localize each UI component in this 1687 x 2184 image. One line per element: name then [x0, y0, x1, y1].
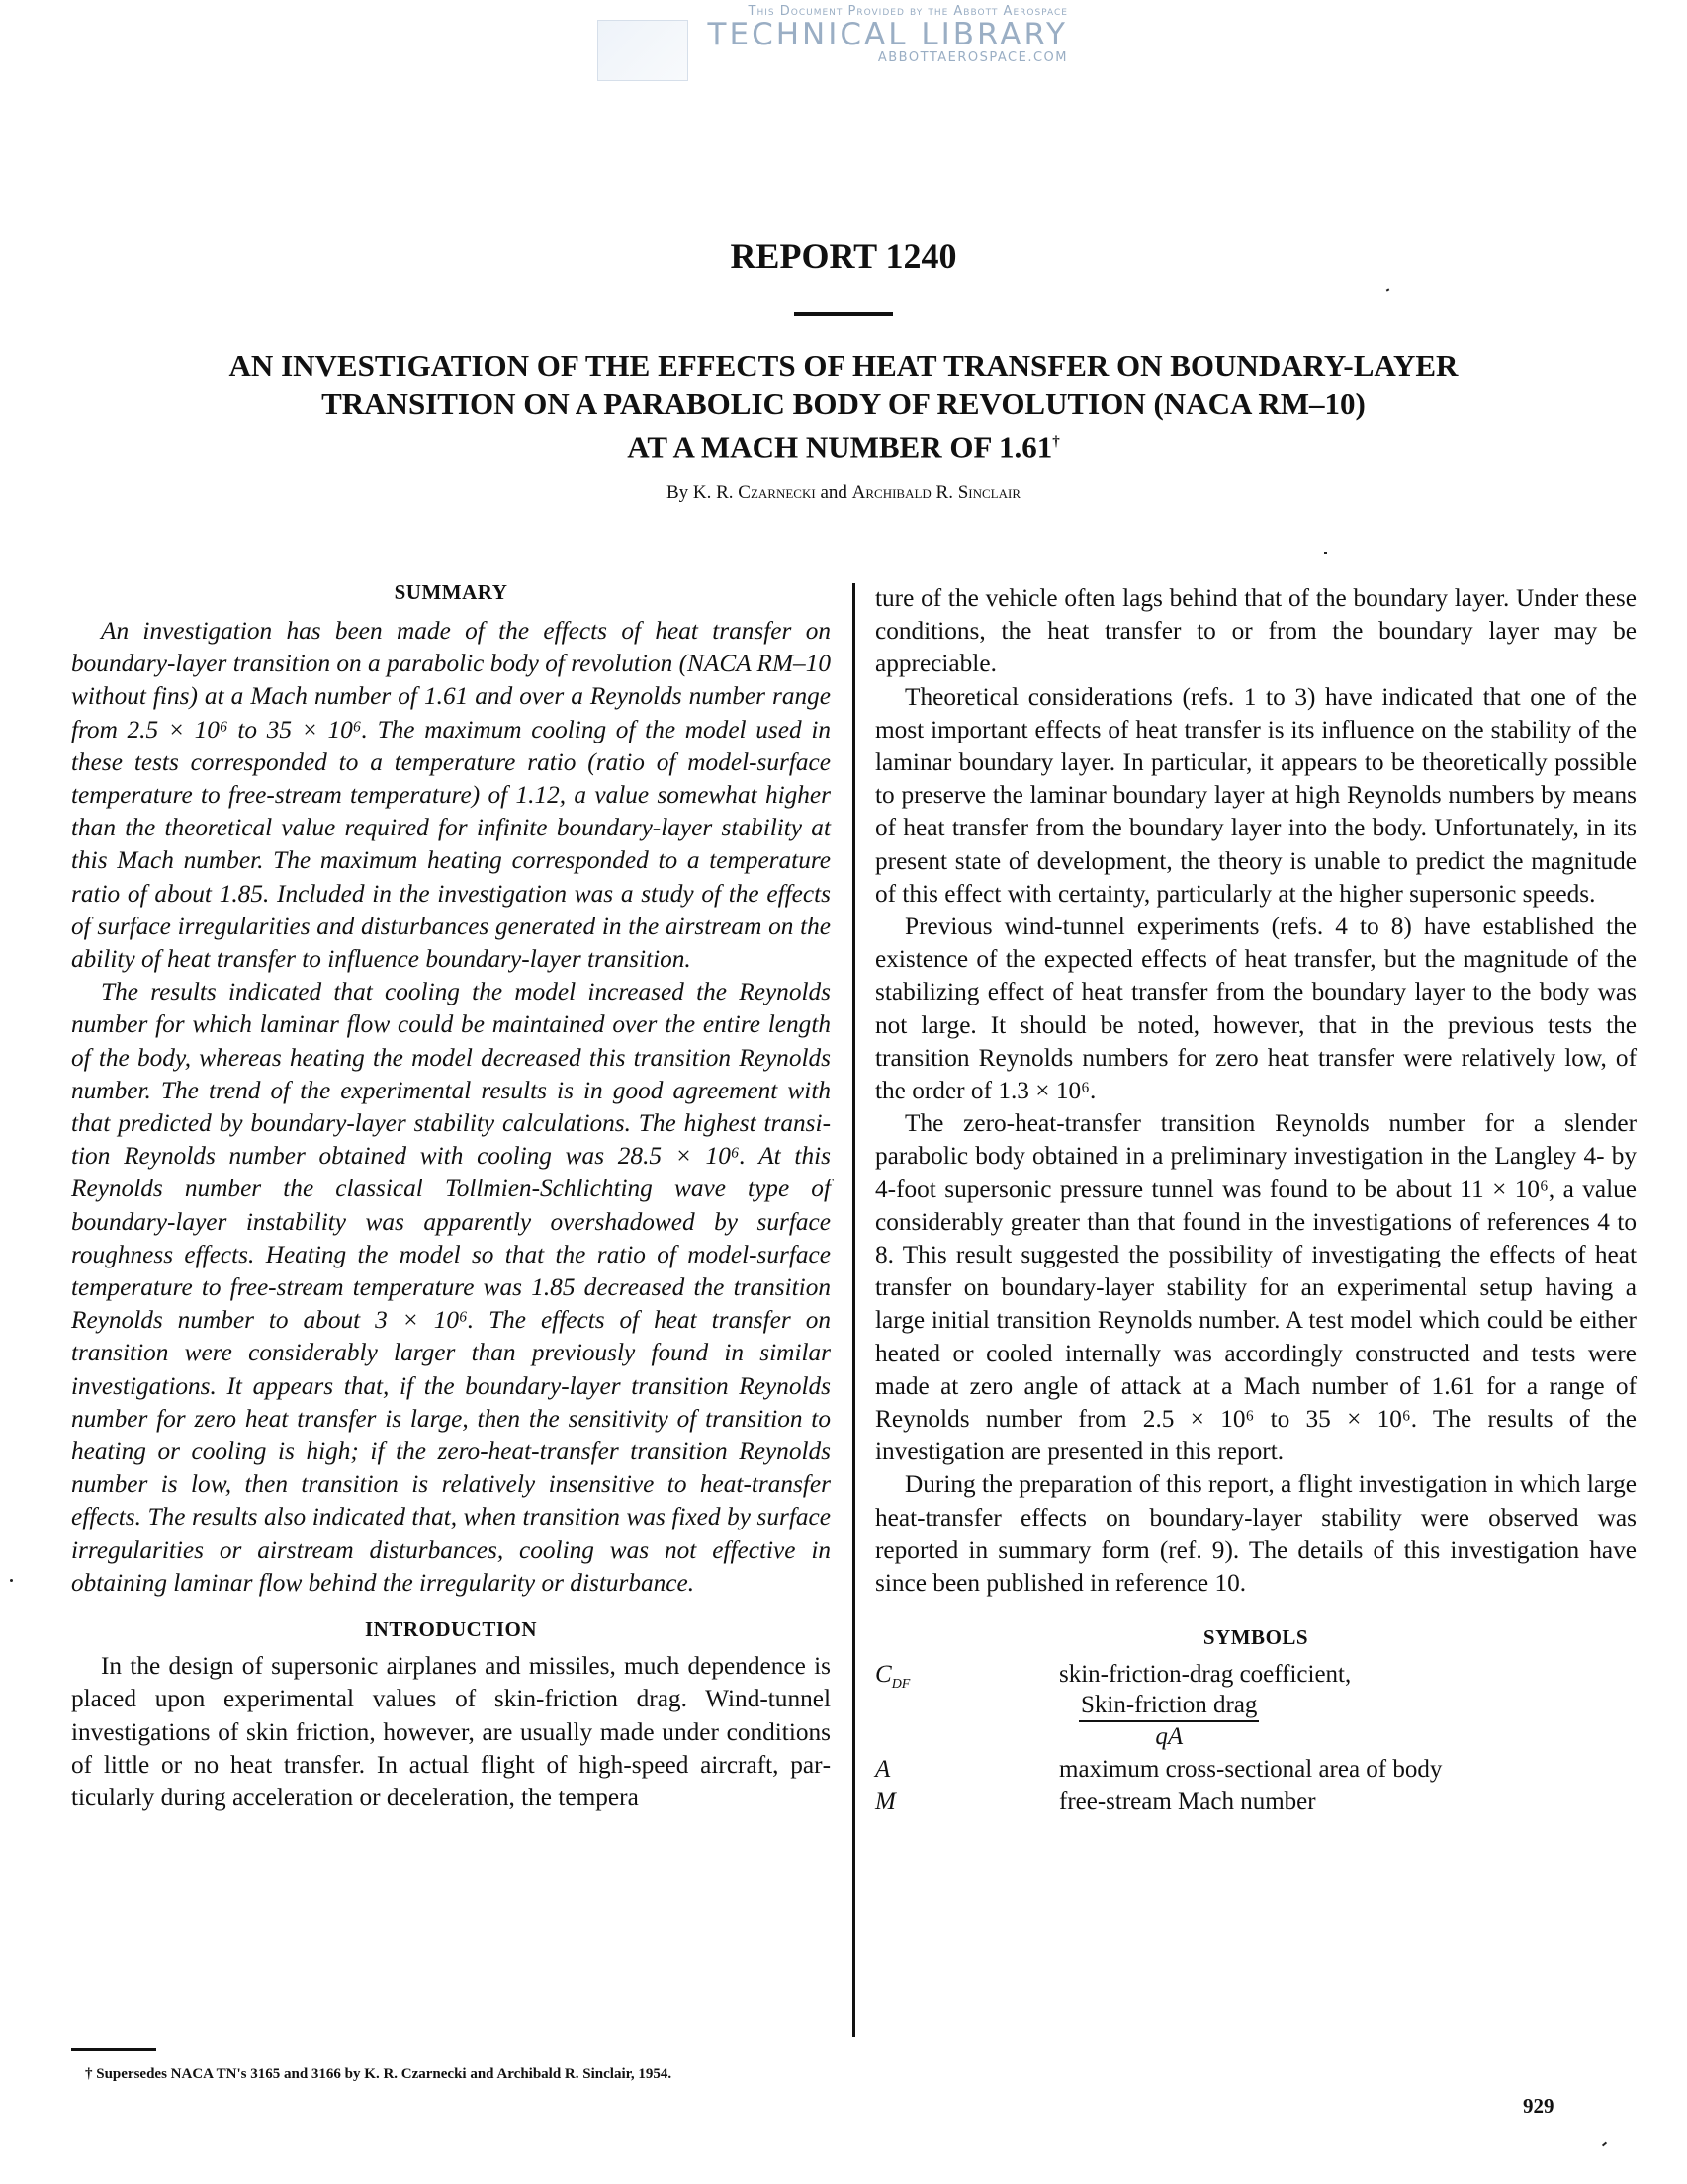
watermark-provider-line: This Document Provided by the Abbott Aerospace [748, 4, 1068, 19]
fraction-numerator: Skin-friction drag [1079, 1691, 1259, 1722]
symbol-key: A [875, 1756, 891, 1784]
introduction-paragraph-5: During the preparation of this report, a flight investigation in which large heat-transfer effects on boundary-layer stability were observed was reported in summary form (ref. 9). The details of this investigation have since been published in reference 10. [875, 1470, 1637, 1598]
introduction-paragraph-2: Theoretical considerations (refs. 1 to 3) have indicated that one of the most important effects of heat transfer is its influence on the stability of the laminar boundary layer. In particular, it appears to be theoretically possible to preserve the laminar boundary layer at high Reynolds numbers by means of heat transfer from the boundary layer into the body. Unfortunately, in its present state of development, the theory is unable to predict the magnitude of this effect with certainty, particularly at the higher supersonic speeds. [875, 682, 1637, 908]
title-footnote-marker: † [1052, 434, 1060, 450]
introduction-paragraph-1-end: ture of the vehicle often lags behind that of the boundary layer. Under these conditions, the heat transfer to or from the boundary layer may be appreciable. [875, 584, 1637, 678]
footnote: † Supersedes NACA TN's 3165 and 3166 by K. R. Czarnecki and Archibald R. Sinclair, 1954. [85, 2066, 672, 2082]
fraction-denominator: qA [1155, 1723, 1184, 1751]
watermark-website: ABBOTTAEROSPACE.COM [877, 50, 1068, 65]
right-column [875, 582, 1637, 1818]
introduction-paragraph-4: The zero-heat-transfer transition Reynolds number for a slender parabolic body obtained in a preliminary investigation in the Langley 4- by 4-foot supersonic pressure tunnel was found to be about 11 × 10⁶, a value considerably greater than that found in the investigations of references 4 to 8. This result suggested the possibility of investigating the effects of heat transfer on boundary-layer stability for an experimental setup having a large initial transition Reynolds number. A test model which could be either heated or cooled internally was accordingly constructed and tests were made at zero angle of attack at a Mach number of 1.61 for a range of Reynolds number from 2.5 × 10⁶ to 35 × 10⁶. The results of the investigation are presented in this report. [875, 1109, 1637, 1466]
author-2: Archibald R. Sinclair [851, 482, 1021, 503]
scan-speck [10, 1579, 13, 1582]
page-number: 929 [1523, 2094, 1554, 2118]
symbol-row [875, 1658, 1637, 1753]
column-divider [852, 583, 855, 2037]
symbol-definition: maximum cross-sectional area of body [1059, 1756, 1443, 1784]
summary-paragraph-1: An investigation has been made of the effects of heat transfer on boundary-layer transition on a parabolic body of revolution (NACA RM–10 without fins) at a Mach number of 1.61 and over a Reynolds number range from 2.5 × 10⁶ to 35 × 10⁶. The maximum cooling of the model used in these tests corresponded to a temperature ratio (ratio of model-surface temperature to free-stream temperature) of 1.12, a value somewhat higher than the theoretical value required for infinite boundary-layer stability at this Mach number. The maximum heating corresponded to a temperature ratio of about 1.85. Included in the investigation was a study of the effects of surface irregularities and disturbances generated in the airstream on the ability of heat transfer to influence boundary-layer transition. [71, 617, 831, 974]
author-1: K. R. Czarnecki [692, 482, 816, 503]
symbol-definition: skin-friction-drag coefficient, $\frac{\text{Skin-friction drag}}{qA}$ [1059, 1661, 1352, 1751]
scan-speck [1324, 552, 1327, 554]
left-column [71, 576, 831, 1814]
introduction-paragraph-1-start: In the design of supersonic airplanes and missiles, much dependence is placed upon experimental values of skin-friction drag. Wind-tunnel investigations of skin friction, however, are usually made under conditions of little or no heat transfer. In actual flight of high-speed aircraft, particularly during acceleration or deceleration, the tempera [71, 1652, 831, 1811]
title-line-3: AT A MACH NUMBER OF 1.61† [627, 429, 1060, 465]
symbol-formula-fraction [1079, 1691, 1259, 1752]
symbols-list [875, 1658, 1637, 1818]
title-line-2: TRANSITION ON A PARABOLIC BODY OF REVOLUTION (NACA RM–10) [321, 387, 1366, 421]
summary-paragraph-2: The results indicated that cooling the model increased the Reynolds number for which laminar flow could be maintained over the entire length of the body, whereas heating the model decreased this transition Reynolds number. The trend of the experimental results is in good agreement with that predicted by boundary-layer stability calculations. The highest transition Reynolds number obtained with cooling was 28.5 × 10⁶. At this Reynolds number the classical Tollmien-Schlichting wave type of boundary-layer instability was apparently overshadowed by surface roughness effects. Heating the model so that the ratio of model-surface temperature to free-stream temperature was 1.85 decreased the transition Reynolds number to about 3 × 10⁶. The effects of heat transfer on transition were considerably larger than previously found in similar investigations. It appears that, if the boundary-layer transition Reynolds number for zero heat transfer is large, then the sensitivity of transition to heating or cooling is high; if the zero-heat-transfer transition Reynolds number is low, then transition is relatively insensitive to heat-transfer effects. The results also indicated that, when transition was fixed by surface irregularities or airstream disturbances, cooling was not effective in obtaining laminar flow behind the irregularity or disturbance. [71, 978, 831, 1597]
title-line-1: AN INVESTIGATION OF THE EFFECTS OF HEAT TRANSFER ON BOUNDARY-LAYER [228, 348, 1459, 383]
watermark [593, 4, 1068, 65]
report-number: REPORT 1240 [730, 236, 957, 276]
summary-heading: SUMMARY [394, 580, 508, 604]
authors-line: By K. R. Czarnecki and Archibald R. Sinclair [666, 482, 1021, 503]
report-title [99, 346, 1588, 466]
introduction-paragraph-3: Previous wind-tunnel experiments (refs. 4 to 8) have established the existence of the expected effects of heat transfer, but the magnitude of the stabilizing effect of heat transfer from the boundary layer to the body was not large. It should be noted, however, that in the previous tests the transition Reynolds numbers for zero heat transfer were relatively low, of the order of 1.3 × 10⁶. [875, 913, 1637, 1105]
watermark-library-name: TECHNICAL LIBRARY [707, 17, 1068, 52]
symbol-key: $C_{DF}$ [875, 1661, 911, 1693]
symbol-key: M [875, 1789, 896, 1816]
title-divider [794, 312, 893, 316]
symbols-heading: SYMBOLS [1202, 1625, 1309, 1650]
symbol-definition: free-stream Mach number [1059, 1789, 1316, 1816]
symbol-row [875, 1786, 1637, 1818]
scan-speck [1386, 288, 1390, 291]
symbol-row [875, 1753, 1637, 1786]
scan-speck [1602, 2142, 1607, 2147]
footnote-rule [71, 2048, 156, 2051]
introduction-heading: INTRODUCTION [364, 1617, 538, 1642]
